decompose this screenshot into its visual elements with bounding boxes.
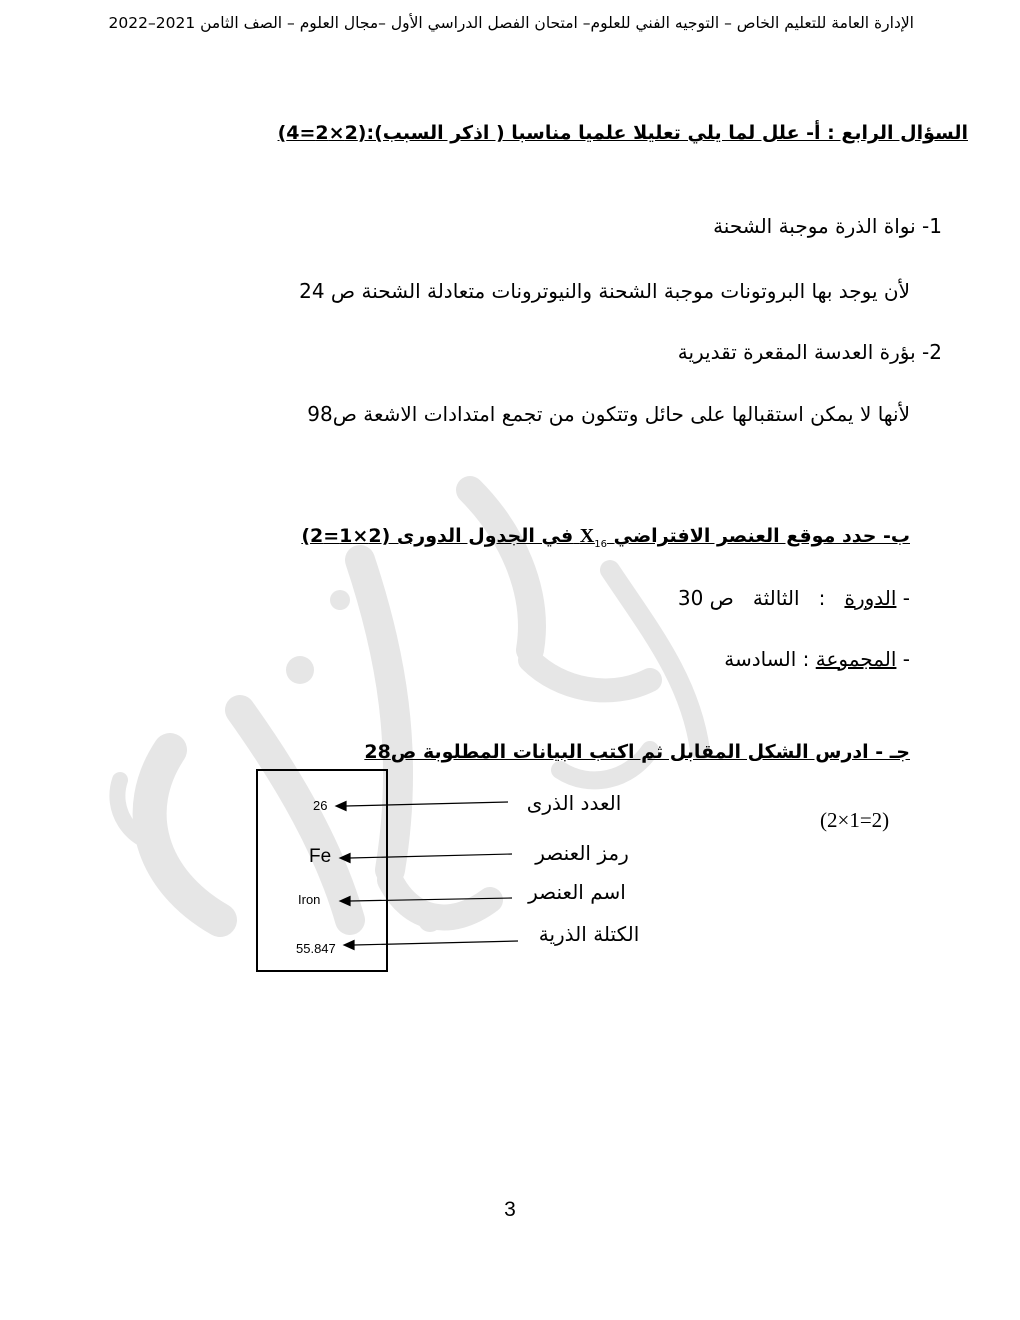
part-a-item-1 [713, 214, 942, 238]
item-1-number: 1- [922, 214, 942, 238]
item-1-text: نواة الذرة موجبة الشحنة [713, 214, 916, 238]
part-a-answer-1: لأن يوجد بها البروتونات موجبة الشحنة والنيوترونات متعادلة الشحنة ص 24 [299, 279, 910, 303]
arrowhead-atomic-number [336, 802, 346, 811]
label-name: اسم العنصر [528, 880, 626, 904]
period-page-ref: ص 30 [677, 586, 734, 610]
page-number: 3 [504, 1198, 516, 1221]
part-a-item-2 [678, 340, 942, 364]
part-a-answer-2: لأنها لا يمكن استقبالها على حائل وتتكون من تجمع امتدادات الاشعة ص98 [307, 402, 910, 426]
label-arrows [320, 790, 530, 960]
period-line [678, 586, 910, 610]
arrow-name [350, 898, 512, 901]
arrowhead-symbol [340, 854, 350, 863]
group-dash: - [902, 647, 910, 671]
period-dash: - [902, 586, 910, 610]
arrow-symbol [350, 854, 512, 858]
card-name: Iron [298, 892, 321, 907]
item-2-text: بؤرة العدسة المقعرة تقديرية [677, 340, 916, 364]
item-2-number: 2- [922, 340, 942, 364]
group-separator: : [802, 647, 810, 671]
label-symbol: رمز العنصر [535, 841, 629, 865]
period-separator: : [818, 586, 826, 610]
atomic-number-subscript: 16 [594, 538, 607, 550]
arrowhead-name [340, 897, 350, 906]
part-b-title [301, 525, 910, 550]
group-label: المجموعة [815, 647, 897, 671]
arrow-atomic-number [346, 802, 508, 806]
element-symbol-x: X [579, 525, 595, 547]
group-value: السادسة [724, 647, 797, 671]
part-c-score: (2×1=2) [820, 808, 890, 832]
group-line [724, 647, 910, 671]
arrow-atomic-mass [354, 941, 518, 945]
arrowhead-atomic-mass [344, 941, 354, 950]
label-atomic-number: العدد الذرى [526, 791, 622, 815]
period-value: الثالثة [752, 586, 800, 610]
card-atomic-number: 26 [313, 798, 328, 813]
card-symbol: Fe [309, 846, 332, 867]
part-b-title-start: ب- حدد موقع العنصر الافتراضي [613, 525, 910, 547]
question-title: السؤال الرابع : أ- علل لما يلي تعليلا علميا مناسبا ( اذكر السبب):(2×2=4) [277, 122, 968, 144]
label-atomic-mass: الكتلة الذرية [538, 922, 640, 946]
period-label: الدورة [844, 586, 897, 610]
page-header: الإدارة العامة للتعليم الخاص – التوجيه الفني للعلوم– امتحان الفصل الدراسي الأول –مجال العلوم – الصف الثامن 2021–2022 [108, 14, 914, 32]
part-b-title-end: في الجدول الدورى (2×1=2) [301, 525, 574, 547]
part-c-title: جـ - ادرس الشكل المقابل ثم اكتب البيانات المطلوبة ص28 [364, 741, 910, 763]
card-atomic-mass: 55.847 [296, 941, 336, 956]
